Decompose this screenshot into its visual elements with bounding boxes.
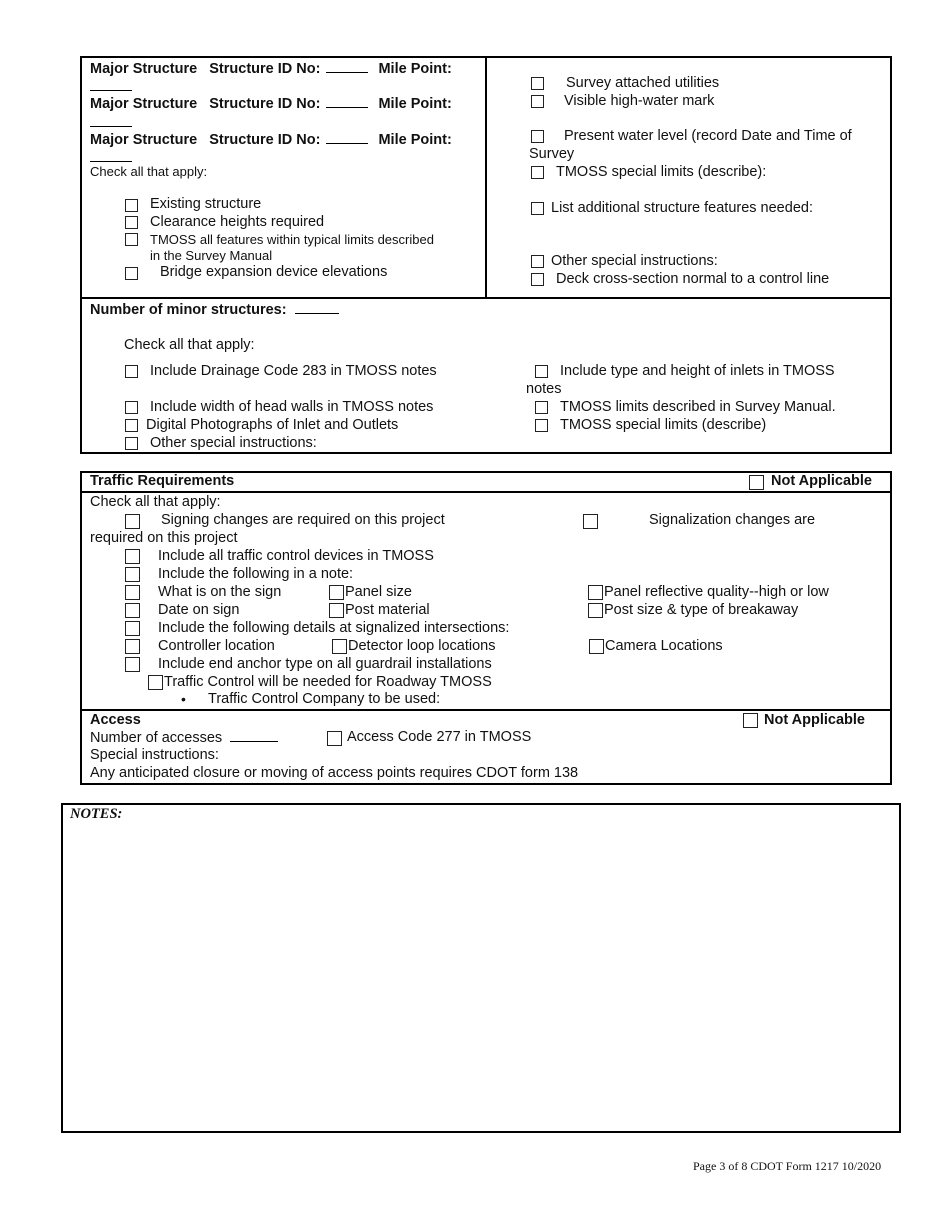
panel-size-label: Panel size (345, 584, 412, 600)
traffic-not-applicable-label: Not Applicable (771, 473, 872, 489)
minor-structures-field[interactable] (295, 301, 339, 314)
structure-id-field[interactable] (326, 129, 368, 144)
checkbox-what-on-sign[interactable] (125, 585, 140, 600)
number-of-accesses (90, 729, 278, 747)
major-row-2 (90, 93, 452, 113)
checkbox-access-code-277[interactable] (327, 731, 342, 746)
date-on-sign-label: Date on sign (158, 602, 240, 618)
digital-photographs-label: Digital Photographs of Inlet and Outlets (146, 417, 399, 433)
inlet-type-height-label: Include type and height of inlets in TMOSS (560, 363, 835, 379)
deck-cross-section-label: Deck cross-section normal to a control line (556, 271, 830, 287)
checkbox-tmoss-special-limits[interactable] (531, 166, 544, 179)
major-structure-label: Major Structure (90, 61, 198, 77)
tmoss-special-limits-minor-label: TMOSS special limits (describe) (560, 417, 767, 433)
checkbox-controller-location[interactable] (125, 639, 140, 654)
inlet-type-height-label-cont: notes (526, 381, 562, 397)
major-structure-label: Major Structure (90, 96, 198, 112)
tmoss-features-label-cont: in the Survey Manual (150, 248, 273, 263)
post-material-label: Post material (345, 602, 430, 618)
access-title: Access (90, 712, 141, 728)
present-water-level-label-cont: Survey (529, 146, 575, 162)
traffic-title: Traffic Requirements (90, 473, 235, 489)
page-footer: Page 3 of 8 CDOT Form 1217 10/2020 (693, 1159, 882, 1173)
bridge-expansion-label: Bridge expansion device elevations (160, 264, 388, 280)
traffic-control-company-label: Traffic Control Company to be used: (208, 691, 441, 707)
minor-structures-label (90, 301, 339, 319)
tmoss-features-label: TMOSS all features within typical limits described (150, 232, 434, 247)
checkbox-inlet-type-height[interactable] (535, 365, 548, 378)
checkbox-tmoss-limits-manual[interactable] (535, 401, 548, 414)
major-row-1 (90, 58, 452, 78)
bullet-icon: • (181, 691, 186, 707)
checkbox-bridge-expansion[interactable] (125, 267, 138, 280)
minor-structures-text: Number of minor structures: (90, 302, 287, 318)
controller-location-label: Controller location (158, 638, 275, 654)
checkbox-post-size[interactable] (588, 603, 603, 618)
traffic-control-needed-label: Traffic Control will be needed for Roadway TMOSS (164, 674, 492, 690)
checkbox-additional-features[interactable] (531, 202, 544, 215)
structure-id-label: Structure ID No: (209, 96, 321, 112)
mile-point-label: Mile Point: (378, 96, 452, 112)
checkbox-date-on-sign[interactable] (125, 603, 140, 618)
notes-area[interactable] (61, 803, 901, 1133)
checkbox-traffic-not-applicable[interactable] (749, 475, 764, 490)
tmoss-limits-manual-label: TMOSS limits described in Survey Manual. (560, 399, 836, 415)
signing-changes-label: Signing changes are required on this project (161, 512, 445, 528)
checkbox-signalized-details[interactable] (125, 621, 140, 636)
checkbox-high-water-mark[interactable] (531, 95, 544, 108)
mile-point-field[interactable] (90, 90, 132, 91)
number-of-accesses-label: Number of accesses (90, 730, 223, 746)
structure-id-field[interactable] (326, 58, 368, 73)
checkbox-camera-locations[interactable] (589, 639, 604, 654)
major-divider (485, 56, 487, 299)
structure-id-label: Structure ID No: (209, 61, 321, 77)
present-water-level-label: Present water level (record Date and Time of (564, 128, 852, 144)
checkbox-digital-photographs[interactable] (125, 419, 138, 432)
include-note-label: Include the following in a note: (158, 566, 354, 582)
checkbox-drainage-code[interactable] (125, 365, 138, 378)
checkbox-clearance-heights[interactable] (125, 216, 138, 229)
checkbox-existing-structure[interactable] (125, 199, 138, 212)
head-walls-label: Include width of head walls in TMOSS notes (150, 399, 434, 415)
checkbox-end-anchor[interactable] (125, 657, 140, 672)
post-size-label: Post size & type of breakaway (604, 602, 799, 618)
checkbox-head-walls[interactable] (125, 401, 138, 414)
major-minor-divider (80, 297, 892, 299)
clearance-heights-label: Clearance heights required (150, 214, 325, 230)
access-not-applicable-label: Not Applicable (764, 712, 865, 728)
check-all-label: Check all that apply: (90, 164, 208, 179)
detector-loop-label: Detector loop locations (348, 638, 496, 654)
end-anchor-label: Include end anchor type on all guardrail installations (158, 656, 492, 672)
notes-label: NOTES: (70, 806, 123, 822)
minor-check-all-label: Check all that apply: (124, 337, 255, 353)
minor-other-instructions-label: Other special instructions: (150, 435, 317, 451)
access-special-instructions-label: Special instructions: (90, 747, 219, 763)
other-special-instructions-label: Other special instructions: (551, 253, 718, 269)
checkbox-present-water-level[interactable] (531, 130, 544, 143)
panel-reflective-label: Panel reflective quality--high or low (604, 584, 829, 600)
access-divider (80, 709, 892, 711)
mile-point-label: Mile Point: (378, 132, 452, 148)
checkbox-access-not-applicable[interactable] (743, 713, 758, 728)
tmoss-special-limits-label: TMOSS special limits (describe): (556, 164, 767, 180)
signalization-changes-label: Signalization changes are (649, 512, 816, 528)
traffic-header-divider (80, 491, 892, 493)
traffic-check-all-label: Check all that apply: (90, 494, 221, 510)
mile-point-field[interactable] (90, 161, 132, 162)
checkbox-panel-reflective[interactable] (588, 585, 603, 600)
checkbox-panel-size[interactable] (329, 585, 344, 600)
drainage-code-label: Include Drainage Code 283 in TMOSS notes (150, 363, 437, 379)
structure-id-label: Structure ID No: (209, 132, 321, 148)
checkbox-other-special-instructions[interactable] (531, 255, 544, 268)
access-closure-label: Any anticipated closure or moving of access points requires CDOT form 138 (90, 765, 579, 781)
mile-point-field[interactable] (90, 126, 132, 127)
additional-features-label: List additional structure features needed: (551, 200, 813, 216)
structure-id-field[interactable] (326, 93, 368, 108)
mile-point-label: Mile Point: (378, 61, 452, 77)
camera-locations-label: Camera Locations (605, 638, 723, 654)
major-structure-label: Major Structure (90, 132, 198, 148)
what-on-sign-label: What is on the sign (158, 584, 282, 600)
access-code-277-label: Access Code 277 in TMOSS (347, 729, 532, 745)
required-on-project-label: required on this project (90, 530, 238, 546)
checkbox-signalization-changes[interactable] (583, 514, 598, 529)
checkbox-signing-changes[interactable] (125, 514, 140, 529)
all-traffic-devices-label: Include all traffic control devices in TMOSS (158, 548, 434, 564)
checkbox-minor-other-instructions[interactable] (125, 437, 138, 450)
existing-structure-label: Existing structure (150, 196, 262, 212)
checkbox-tmoss-features[interactable] (125, 233, 138, 246)
signalized-details-label: Include the following details at signalized intersections: (158, 620, 510, 636)
number-of-accesses-field[interactable] (230, 729, 278, 742)
checkbox-post-material[interactable] (329, 603, 344, 618)
checkbox-survey-utilities[interactable] (531, 77, 544, 90)
high-water-mark-label: Visible high-water mark (564, 93, 715, 109)
checkbox-detector-loop[interactable] (332, 639, 347, 654)
checkbox-tmoss-special-limits-minor[interactable] (535, 419, 548, 432)
checkbox-all-traffic-devices[interactable] (125, 549, 140, 564)
checkbox-traffic-control-needed[interactable] (148, 675, 163, 690)
checkbox-deck-cross-section[interactable] (531, 273, 544, 286)
major-row-3 (90, 129, 452, 149)
checkbox-include-note[interactable] (125, 567, 140, 582)
survey-utilities-label: Survey attached utilities (566, 75, 720, 91)
